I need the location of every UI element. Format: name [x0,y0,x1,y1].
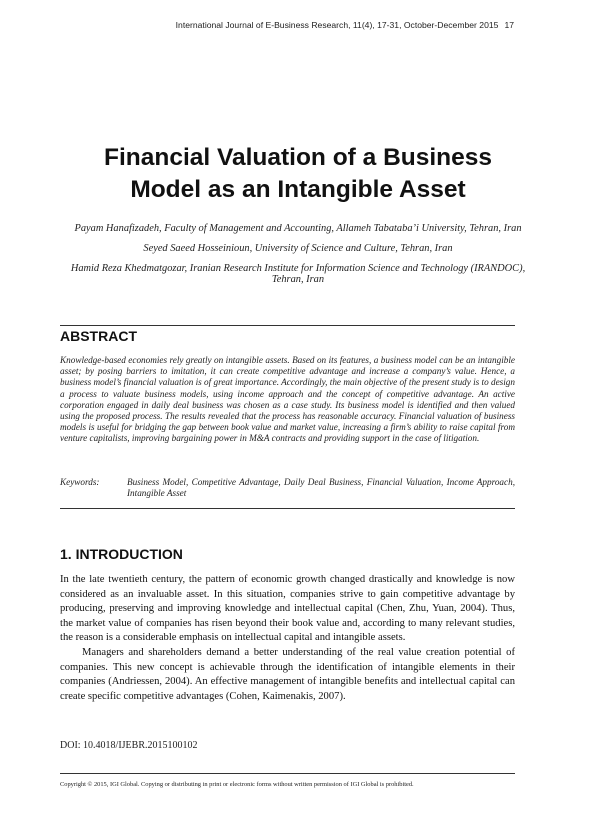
author-list [55,223,541,294]
running-head-text: International Journal of E-Business Research, 11(4), 17-31, October-December 2015 [175,20,499,30]
abstract-bottom-rule [60,508,515,509]
abstract-heading: ABSTRACT [60,328,137,344]
introduction-body [60,573,515,704]
author-2: Seyed Saeed Hosseinioun, University of Science and Culture, Tehran, Iran [143,243,453,254]
introduction-heading: 1. INTRODUCTION [60,546,183,562]
keywords-text: Business Model, Competitive Advantage, Daily Deal Business, Financial Valuation, Income Approach, Intangible Asset [127,477,515,499]
title-line-2: Model as an Intangible Asset [130,176,466,203]
copyright-notice: Copyright © 2015, IGI Global. Copying or distributing in print or electronic forms without written permission of IGI Global is prohibited. [60,781,414,788]
page-number: 17 [504,20,514,30]
intro-paragraph-2: Managers and shareholders demand a better understanding of the real value creation potential of companies. This new concept is achievable through the identification of intangible elements in their companies (Andriessen, 2004). An effective management of intangible benefits and intellectual capital can create specific competitive advantages (Cohen, Kaimenakis, 2007). [60,646,515,702]
doi: DOI: 10.4018/IJEBR.2015100102 [60,740,198,751]
title-line-1: Financial Valuation of a Business [103,144,493,171]
abstract-text: Knowledge-based economies rely greatly on intangible assets. Based on its features, a business model can be an intangible asset; by posing barriers to imitation, it can create competitive advantage and increase a company’s value. Hence, a business model’s financial valuation is of great importance. Accordingly, the main objective of the present study is to design a process to valuate business models, using income approach and the concept of competitive advantage. An active corporation engaged in daily deal business was chosen as a case study. Its business model is identified and then valued using the proposed process. The results revealed that the process has reasonable accuracy. Financial valuation of business models is useful for bridging the gap between book value and market value, increasing a firm’s ability to raise capital from venture capitalists, improving bargaining power in M&A contracts and providing support in the case of litigation. [60,355,515,444]
keywords-block [60,477,515,499]
running-head [176,20,514,30]
author-3: Hamid Reza Khedmatgozar, Iranian Research Institute for Information Science and Technology (IRANDOC), Tehran, Iran [70,263,526,285]
keywords-label: Keywords: [60,477,100,487]
author-1: Payam Hanafizadeh, Faculty of Management and Accounting, Allameh Tabataba’i University, Tehran, Iran [74,223,522,234]
abstract-top-rule [60,325,515,326]
intro-paragraph-1: In the late twentieth century, the pattern of economic growth changed drastically and knowledge is now considered as an invaluable asset. In this situation, companies strive to gain competitive advantage by producing, preserving and improving knowledge and intellectual capital (Chen, Zhu, Yuan, 2004). Thus, the market value of companies has risen beyond their book value and, according to many relevant studies, the reason is a considerable emphasis on intellectual capital and intangible assets. [60,574,515,644]
footer-rule [60,773,515,774]
article-title [40,142,556,206]
